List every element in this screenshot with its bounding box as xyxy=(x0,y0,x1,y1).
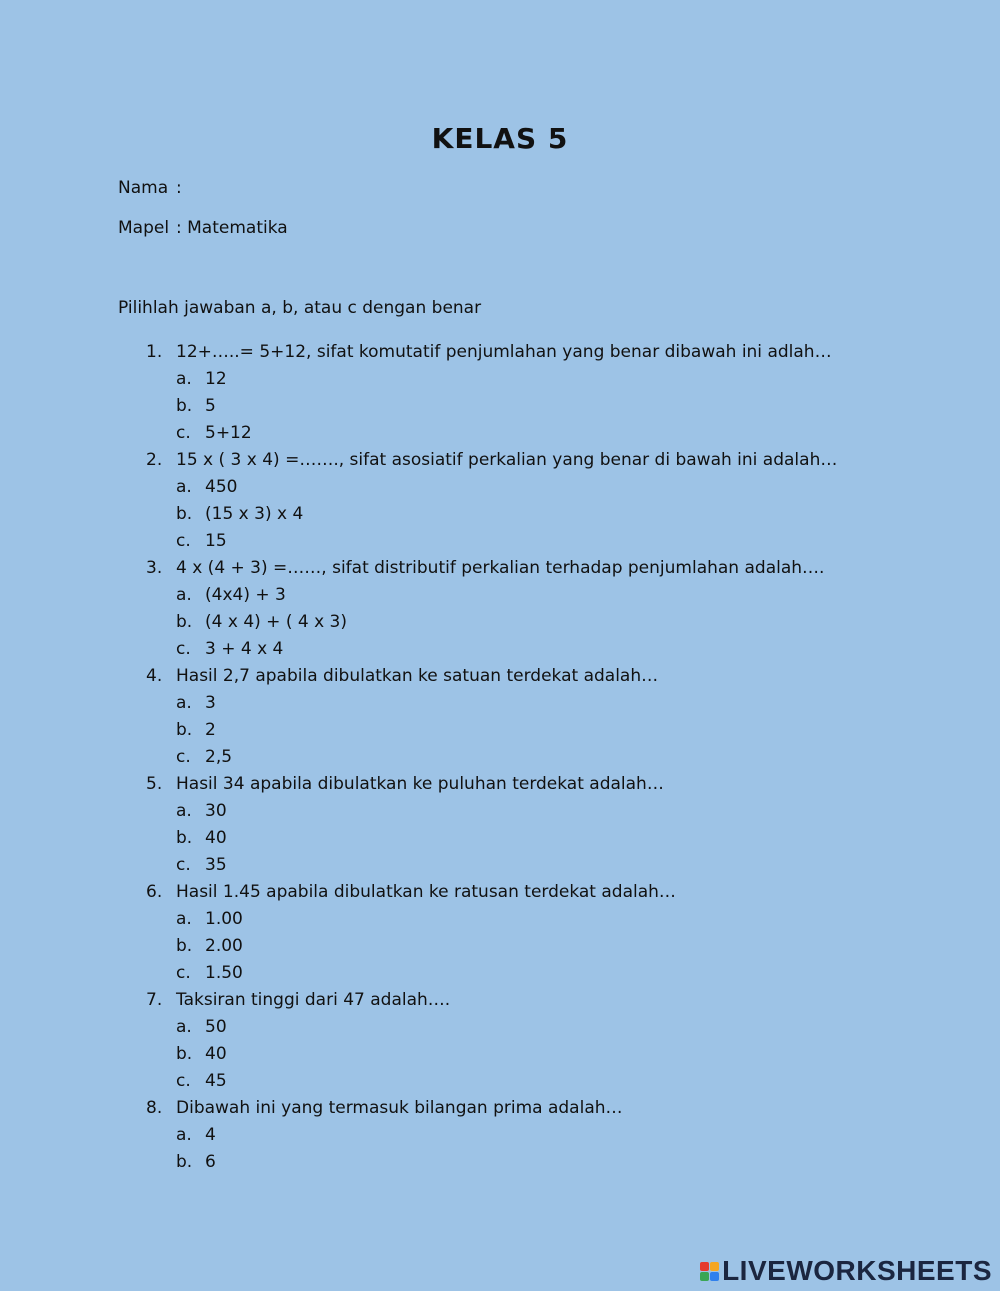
question-number: 5. xyxy=(146,773,163,794)
liveworksheets-logo xyxy=(700,1255,992,1287)
answer-option[interactable] xyxy=(146,365,866,392)
option-text: (4x4) + 3 xyxy=(205,584,286,605)
question-number: 7. xyxy=(146,989,163,1010)
question-text: Hasil 1.45 apabila dibulatkan ke ratusan terdekat adalah… xyxy=(176,881,676,902)
option-text: 6 xyxy=(205,1151,216,1172)
option-text: 2,5 xyxy=(205,746,233,767)
option-text: 4 xyxy=(205,1124,216,1145)
question-text: 4 x (4 + 3) =……, sifat distributif perkalian terhadap penjumlahan adalah…. xyxy=(176,557,825,578)
option-text: (4 x 4) + ( 4 x 3) xyxy=(205,611,347,632)
answer-option[interactable] xyxy=(146,500,866,527)
option-letter: c. xyxy=(176,530,191,551)
logo-block xyxy=(710,1262,719,1271)
option-text: 5 xyxy=(205,395,216,416)
option-letter: b. xyxy=(176,395,193,416)
option-text: 15 xyxy=(205,530,227,551)
option-letter: b. xyxy=(176,611,193,632)
question-text: Dibawah ini yang termasuk bilangan prima adalah… xyxy=(176,1097,623,1118)
option-text: 35 xyxy=(205,854,227,875)
option-text: 1.50 xyxy=(205,962,243,983)
option-text: 40 xyxy=(205,1043,227,1064)
answer-option[interactable] xyxy=(146,419,866,446)
question-7 xyxy=(146,986,866,1013)
option-letter: c. xyxy=(176,1070,191,1091)
answer-option[interactable] xyxy=(146,932,866,959)
option-letter: b. xyxy=(176,935,193,956)
name-field xyxy=(118,178,182,198)
question-number: 3. xyxy=(146,557,163,578)
answer-option[interactable] xyxy=(146,851,866,878)
answer-option[interactable] xyxy=(146,473,866,500)
question-number: 1. xyxy=(146,341,163,362)
answer-option[interactable] xyxy=(146,527,866,554)
logo-block xyxy=(700,1272,709,1281)
answer-option[interactable] xyxy=(146,824,866,851)
option-text: 50 xyxy=(205,1016,227,1037)
option-letter: b. xyxy=(176,827,193,848)
answer-option[interactable] xyxy=(146,1013,866,1040)
answer-option[interactable] xyxy=(146,608,866,635)
option-text: 450 xyxy=(205,476,238,497)
answer-option[interactable] xyxy=(146,716,866,743)
answer-option[interactable] xyxy=(146,743,866,770)
option-letter: c. xyxy=(176,638,191,659)
question-5 xyxy=(146,770,866,797)
answer-option[interactable] xyxy=(146,689,866,716)
option-letter: a. xyxy=(176,368,192,389)
option-letter: c. xyxy=(176,422,191,443)
question-4 xyxy=(146,662,866,689)
question-text: 12+…..= 5+12, sifat komutatif penjumlahan yang benar dibawah ini adlah… xyxy=(176,341,832,362)
question-list xyxy=(146,338,866,1175)
option-text: 1.00 xyxy=(205,908,243,929)
question-text: Taksiran tinggi dari 47 adalah…. xyxy=(176,989,451,1010)
option-letter: b. xyxy=(176,1151,193,1172)
option-letter: a. xyxy=(176,1124,192,1145)
answer-option[interactable] xyxy=(146,1148,866,1175)
option-letter: a. xyxy=(176,800,192,821)
option-text: 2.00 xyxy=(205,935,243,956)
question-text: 15 x ( 3 x 4) =……., sifat asosiatif perkalian yang benar di bawah ini adalah… xyxy=(176,449,838,470)
answer-option[interactable] xyxy=(146,1040,866,1067)
answer-option[interactable] xyxy=(146,635,866,662)
option-letter: c. xyxy=(176,746,191,767)
option-letter: c. xyxy=(176,962,191,983)
answer-option[interactable] xyxy=(146,392,866,419)
option-letter: b. xyxy=(176,503,193,524)
answer-option[interactable] xyxy=(146,1121,866,1148)
answer-option[interactable] xyxy=(146,797,866,824)
answer-option[interactable] xyxy=(146,959,866,986)
answer-option[interactable] xyxy=(146,905,866,932)
option-letter: b. xyxy=(176,1043,193,1064)
question-text: Hasil 2,7 apabila dibulatkan ke satuan terdekat adalah… xyxy=(176,665,659,686)
question-text: Hasil 34 apabila dibulatkan ke puluhan terdekat adalah… xyxy=(176,773,664,794)
option-text: 2 xyxy=(205,719,216,740)
option-text: 30 xyxy=(205,800,227,821)
subject-value: : Matematika xyxy=(176,218,288,238)
answer-option[interactable] xyxy=(146,581,866,608)
question-number: 8. xyxy=(146,1097,163,1118)
instruction-text: Pilihlah jawaban a, b, atau c dengan benar xyxy=(118,298,482,318)
logo-block xyxy=(710,1272,719,1281)
option-text: 3 + 4 x 4 xyxy=(205,638,284,659)
name-value: : xyxy=(176,178,182,198)
subject-label: Mapel xyxy=(118,218,170,238)
option-text: 45 xyxy=(205,1070,227,1091)
subject-field xyxy=(118,218,288,238)
option-letter: a. xyxy=(176,476,192,497)
question-number: 2. xyxy=(146,449,163,470)
option-letter: a. xyxy=(176,692,192,713)
logo-blocks-icon xyxy=(700,1262,719,1281)
logo-block xyxy=(700,1262,709,1271)
option-text: 40 xyxy=(205,827,227,848)
question-number: 6. xyxy=(146,881,163,902)
page-title: KELAS 5 xyxy=(431,122,569,155)
question-number: 4. xyxy=(146,665,163,686)
option-letter: a. xyxy=(176,908,192,929)
name-label: Nama xyxy=(118,178,169,198)
option-text: 12 xyxy=(205,368,227,389)
option-letter: a. xyxy=(176,1016,192,1037)
question-3 xyxy=(146,554,866,581)
option-text: 5+12 xyxy=(205,422,252,443)
logo-text: LIVEWORKSHEETS xyxy=(722,1255,992,1286)
question-1 xyxy=(146,338,866,365)
option-letter: a. xyxy=(176,584,192,605)
option-letter: b. xyxy=(176,719,193,740)
answer-option[interactable] xyxy=(146,1067,866,1094)
option-text: (15 x 3) x 4 xyxy=(205,503,304,524)
option-text: 3 xyxy=(205,692,216,713)
question-2 xyxy=(146,446,866,473)
question-8 xyxy=(146,1094,866,1121)
option-letter: c. xyxy=(176,854,191,875)
question-6 xyxy=(146,878,866,905)
